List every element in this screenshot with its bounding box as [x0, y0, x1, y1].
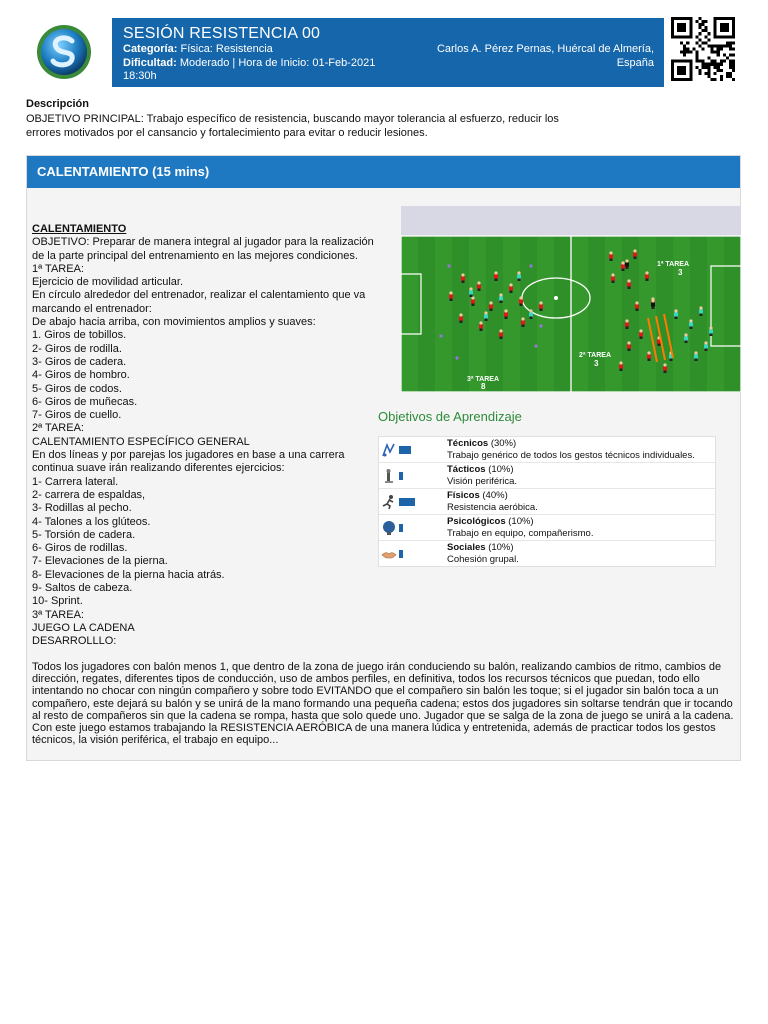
player-red-figure: [539, 301, 543, 311]
player-red-figure: [519, 296, 523, 306]
section-line: 1ª TAREA:: [32, 262, 84, 275]
task1-number: 3: [678, 268, 683, 277]
objective-percent: (10%): [488, 464, 514, 475]
objectives-title: Objetivos de Aprendizaje: [378, 409, 522, 424]
player-red-figure: [663, 363, 667, 373]
section-paragraph: Todos los jugadores con balón menos 1, que dentro de la zona de juego irán conduciendo su balón, realizando cambios de ritmo, cambios de dirección, regates, diferentes tipos de conducción, uso de ambos perfiles, en definitiva, todos los recursos técnicos que puedan, todo ello intentando no chocar con ningún compañero y sobre todo EVITANDO que el compañero sin balón les toque; si el jugador sin balón toca a un compañero, este dejará su balón y se unirá de la mano formando una pequeña cadena; estos dos jugadores sin soltarse tendrán que ir tocando al resto de compañeros sin que la cadena se rompa, hasta que solo quede uno. Jugador que se salga de la zona de juego se unirá a la cadena.: [32, 661, 734, 722]
objective-percent: (40%): [482, 490, 508, 501]
objectives-table: [378, 436, 716, 567]
player-red-figure: [633, 249, 637, 259]
description-heading: Descripción: [26, 98, 89, 110]
section-line: En círculo alrededor del entrenador, realizar el calentamiento que va marcando el entrenador:: [32, 289, 366, 315]
player-red-figure: [627, 341, 631, 351]
player-red-figure: [509, 283, 513, 293]
section-body-continued: [32, 661, 735, 746]
player-red-figure: [504, 309, 508, 319]
objective-header: [447, 464, 715, 476]
objective-description: Visión periférica.: [447, 475, 518, 487]
section-line: 5- Torsión de cadera.: [32, 528, 136, 541]
player-red-figure: [477, 281, 481, 291]
section-line: 1. Giros de tobillos.: [32, 329, 127, 342]
objective-header: [447, 516, 715, 528]
tactical-icon: [381, 468, 397, 484]
section-line: Ejercicio de movilidad articular.: [32, 276, 184, 289]
pitch-stripe: [537, 236, 554, 392]
player-red-figure: [611, 273, 615, 283]
section-line: 5- Giros de codos.: [32, 382, 122, 395]
section-line: 6- Giros de rodillas.: [32, 542, 128, 555]
player-red-figure: [635, 301, 639, 311]
section-line: 4- Talones a los glúteos.: [32, 515, 151, 528]
objective-row: [379, 515, 715, 541]
objective-name: Psicológicos: [447, 516, 506, 527]
objective-percent: (10%): [488, 542, 514, 553]
section-line: 4- Giros de hombro.: [32, 369, 130, 382]
section-paragraph: Con este juego estamos trabajando la RESISTENCIA AERÓBICA de una manera lúdica y entretenida, además de practicar todos los gestos técnicos, la visión periférica, el trabajo en equipo...: [32, 722, 716, 747]
objective-level-bar: [399, 550, 403, 558]
player-red-figure: [521, 317, 525, 327]
player-red-figure: [461, 273, 465, 283]
objective-header: [447, 542, 715, 554]
section-line: 3ª TAREA:: [32, 608, 84, 621]
player-red-figure: [499, 329, 503, 339]
cone-marker: [529, 264, 532, 267]
player-teal-figure: [517, 271, 521, 281]
section-line: De abajo hacia arriba, con movimientos amplios y suaves:: [32, 316, 316, 329]
player-red-figure: [489, 301, 493, 311]
player-red-figure: [639, 329, 643, 339]
category-value: Física: Resistencia: [180, 43, 273, 55]
objective-row: [379, 463, 715, 489]
section-line: 2- Giros de rodilla.: [32, 342, 122, 355]
player-teal-figure: [699, 306, 703, 316]
player-red-figure: [459, 313, 463, 323]
session-title: SESIÓN RESISTENCIA 00: [123, 25, 321, 42]
objective-row: [379, 489, 715, 515]
physical-icon: [381, 494, 397, 510]
cone-marker: [439, 334, 442, 337]
pitch-stripe: [571, 236, 588, 392]
objective-row: [379, 437, 715, 463]
player-red-figure: [471, 296, 475, 306]
logo: [36, 24, 92, 80]
player-teal-figure: [694, 351, 698, 361]
difficulty-value: Moderado | Hora de Inicio: 01-Feb-2021: [179, 56, 376, 69]
player-teal-figure: [674, 309, 678, 319]
player-teal-figure: [529, 309, 533, 319]
player-red-figure: [621, 261, 625, 271]
difficulty-label: Dificultad:: [123, 56, 177, 69]
section-line: 10- Sprint.: [32, 595, 83, 608]
player-red-figure: [647, 351, 651, 361]
section-line: CALENTAMIENTO ESPECÍFICO GENERAL: [32, 435, 250, 448]
pitch-stripe: [605, 236, 622, 392]
session-meta: [123, 43, 413, 84]
section-line: 7- Elevaciones de la pierna.: [32, 555, 168, 568]
section-line: 6- Giros de muñecas.: [32, 395, 138, 408]
section-line: 3- Giros de cadera.: [32, 355, 127, 368]
objective-level-bar: [399, 498, 415, 506]
section-line: OBJETIVO: Preparar de manera integral al jugador para la realización de la parte principal del entrenamiento en las mejores condiciones.: [32, 236, 374, 262]
pitch-stripe: [639, 236, 656, 392]
objective-percent: (30%): [490, 438, 517, 449]
section-line: 9- Saltos de cabeza.: [32, 582, 133, 595]
player-teal-figure: [469, 287, 473, 297]
objective-description: Trabajo en equipo, compañerismo.: [447, 527, 594, 539]
task3-label: 3ª TAREA: [467, 376, 500, 383]
session-header: [112, 18, 664, 87]
task1-label: 1ª TAREA: [657, 261, 690, 268]
player-red-figure: [609, 251, 613, 261]
objective-percent: (10%): [508, 516, 534, 527]
player-red-figure: [449, 291, 453, 301]
section-line: JUEGO LA CADENA: [32, 621, 135, 634]
player-teal-figure: [704, 341, 708, 351]
objective-description: Cohesión grupal.: [447, 553, 519, 565]
objective-description: Resistencia aeróbica.: [447, 501, 538, 513]
objective-header: [447, 490, 715, 502]
cone-marker: [539, 324, 542, 327]
player-red-figure: [625, 319, 629, 329]
section-line: En dos líneas y por parejas los jugadores en base a una carrera continua suave irán realizando diferentes ejercicios:: [32, 449, 345, 475]
player-teal-figure: [689, 319, 693, 329]
player-red-figure: [494, 271, 498, 281]
cone-marker: [455, 356, 458, 359]
category-label: Categoría:: [123, 43, 178, 55]
player-teal-figure: [709, 326, 713, 336]
section-line: 2- carrera de espaldas,: [32, 488, 146, 501]
start-time: 18:30h: [123, 70, 157, 82]
task2-number: 3: [594, 359, 599, 368]
player-teal-figure: [499, 293, 503, 303]
section-line: 8- Elevaciones de la pierna hacia atrás.: [32, 568, 225, 581]
objective-name: Físicos: [447, 490, 480, 501]
objective-row: [379, 541, 715, 566]
player-red-figure: [627, 279, 631, 289]
pitch-stripe: [469, 236, 486, 392]
pitch-stripe: [707, 236, 724, 392]
coach-figure: [651, 299, 655, 309]
player-red-figure: [619, 361, 623, 371]
objective-level-bar: [399, 472, 403, 480]
player-teal-figure: [484, 311, 488, 321]
technical-icon: [381, 442, 397, 458]
section-line: 2ª TAREA:: [32, 422, 84, 435]
pitch-stripe: [435, 236, 452, 392]
objective-level-bar: [399, 446, 411, 454]
objective-name: Sociales: [447, 542, 486, 553]
section-line: 7- Giros de cuello.: [32, 409, 122, 422]
section-title: CALENTAMIENTO (15 mins): [27, 156, 740, 188]
cone-marker: [534, 344, 537, 347]
section-line: 1- Carrera lateral.: [32, 475, 119, 488]
author-info: [404, 43, 654, 70]
pitch-background: [401, 206, 741, 236]
section-heading: CALENTAMIENTO: [32, 223, 127, 235]
section-body: [32, 223, 377, 649]
player-teal-figure: [684, 333, 688, 343]
section-line: 3- Rodillas al pecho.: [32, 502, 132, 515]
task2-label: 2ª TAREA: [579, 352, 612, 359]
objective-header: [447, 438, 715, 450]
section-line: DESARROLLLO:: [32, 635, 117, 648]
objective-name: Técnicos: [447, 438, 489, 449]
objective-description: Trabajo genérico de todos los gestos técnicos individuales.: [447, 449, 695, 461]
training-pitch-diagram: [401, 206, 741, 392]
author-line-1: Carlos A. Pérez Pernas, Huércal de Almería,: [436, 43, 654, 55]
cone-marker: [447, 264, 450, 267]
objective-level-bar: [399, 524, 403, 532]
pitch-stripe: [401, 236, 418, 392]
player-red-figure: [479, 321, 483, 331]
player-red-figure: [645, 271, 649, 281]
coach-figure: [625, 259, 629, 269]
social-icon: [381, 546, 397, 562]
description-text: OBJETIVO PRINCIPAL: Trabajo específico de resistencia, buscando mayor tolerancia al esfuerzo, reducir los errores motivados por el cansancio y fortalecimiento para evitar o reducir lesiones.: [26, 113, 559, 139]
objective-name: Tácticos: [447, 464, 486, 475]
psychological-icon: [381, 520, 397, 536]
warmup-section: [26, 155, 741, 761]
qr-code: [671, 17, 735, 81]
task3-number: 8: [481, 382, 486, 391]
author-line-2: España: [616, 56, 654, 69]
